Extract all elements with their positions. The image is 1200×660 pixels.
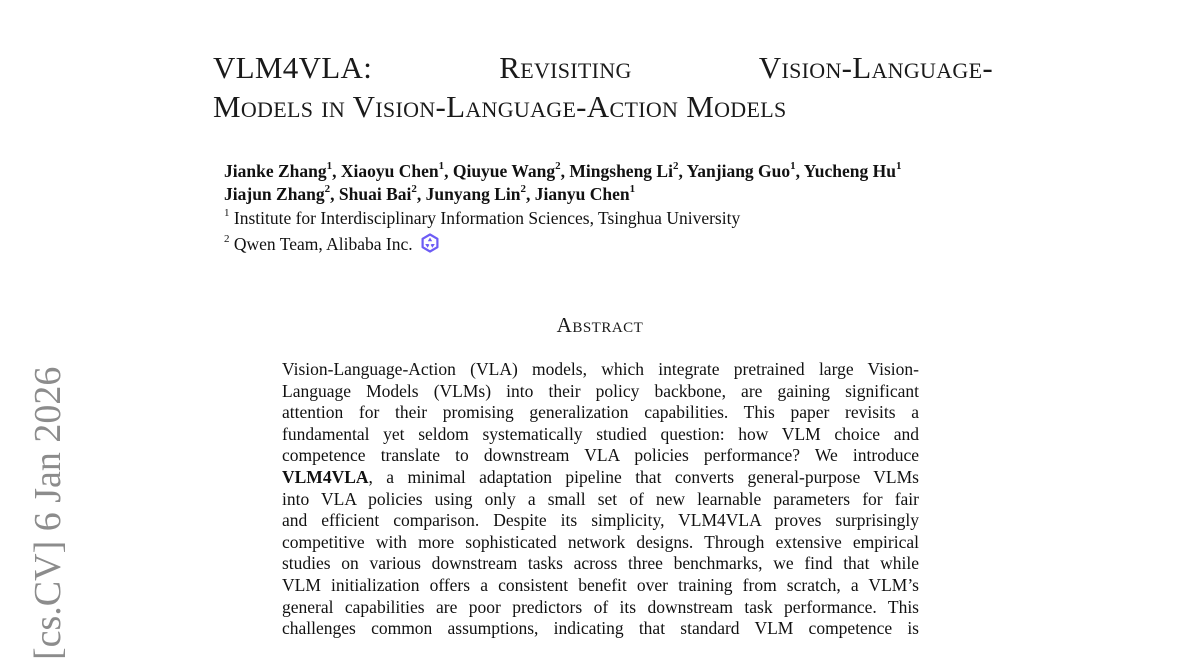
author-name: Yanjiang Guo — [686, 161, 791, 181]
author-line-1: Jianke Zhang$^1$, Xiaoyu Chen$^1$, Qiuyue Wang$^2$, Mingsheng Li$^2$, Yanjiang Guo$^1$, Yucheng Hu$^1$ — [224, 160, 902, 181]
author-name: Mingsheng Li — [569, 161, 673, 181]
title-word: Vision-Language- — [758, 50, 993, 85]
abstract-line: fundamental yet seldom systematically studied question: how VLM choice and — [282, 423, 919, 444]
abstract-line: challenges common assumptions, indicating that standard VLM competence is — [282, 618, 919, 639]
title-word: VLM4VLA: — [213, 50, 373, 85]
author-affiliation-marker: 2 — [520, 183, 526, 196]
affiliation-2 — [224, 233, 440, 255]
author-name: Xiaoyu Chen — [340, 161, 439, 181]
abstract-line: VLM initialization offers a consistent benefit over training from scratch, a VLM’s — [282, 574, 919, 595]
abstract-line: into VLA policies using only a small set of new learnable parameters for fair — [282, 488, 919, 509]
author-name: Jianke Zhang — [224, 161, 327, 181]
abstract-line: studies on various downstream tasks across three benchmarks, we find that while — [282, 553, 919, 574]
author-affiliation-marker: 2 — [411, 183, 417, 196]
author-affiliation-marker: 2 — [324, 183, 331, 196]
title-line-2: Models in Vision-Language-Action Models — [213, 89, 787, 124]
author-affiliation-marker: 1 — [326, 160, 333, 173]
title-word: Revisiting — [499, 50, 632, 85]
author-affiliation-marker: 2 — [672, 160, 679, 173]
abstract-line: competence translate to downstream VLA policies performance? We introduce — [282, 445, 919, 466]
author-affiliation-marker: 1 — [790, 160, 796, 173]
affiliation-text: Qwen Team, Alibaba Inc. — [233, 234, 413, 254]
abstract-line: Language Models (VLMs) into their policy backbone, are gaining significant — [282, 380, 919, 401]
affiliation-text: Institute for Interdisciplinary Information Sciences, Tsinghua University — [233, 208, 741, 228]
paper-title — [213, 48, 993, 126]
affiliation-marker: 2 — [224, 233, 230, 246]
author-line-2: Jiajun Zhang$^2$, Shuai Bai$^2$, Junyang Lin$^2$, Jianyu Chen$^1$ — [224, 183, 636, 204]
abstract-line: attention for their promising generalization capabilities. This paper revisits a — [282, 402, 919, 423]
abstract-line: competitive with more sophisticated network designs. Through extensive empirical — [282, 531, 919, 552]
author-name: Qiuyue Wang — [452, 161, 556, 181]
abstract-line: general capabilities are poor predictors of its downstream task performance. This — [282, 596, 919, 617]
method-name: VLM4VLA — [282, 466, 369, 487]
abstract-line: and efficient comparison. Despite its simplicity, VLM4VLA proves surprisingly — [282, 510, 919, 531]
title-line-1 — [213, 48, 993, 87]
affiliation-1 — [224, 207, 740, 229]
abstract-line: Vision-Language-Action (VLA) models, which integrate pretrained large Vision- — [282, 359, 919, 379]
affiliation-marker: 1 — [224, 207, 230, 220]
author-name: Yucheng Hu — [803, 161, 896, 181]
author-affiliation-marker: 1 — [896, 160, 902, 173]
arxiv-identifier-stamp: [cs.CV] 6 Jan 2026 — [27, 366, 69, 660]
abstract-line: VLM4VLA, a minimal adaptation pipeline that converts general-purpose VLMs — [282, 466, 919, 487]
author-name: Junyang Lin — [425, 184, 521, 204]
author-affiliation-marker: 1 — [438, 160, 445, 173]
author-affiliation-marker: 1 — [629, 183, 636, 196]
author-name: Shuai Bai — [338, 184, 412, 204]
qwen-logo-icon — [420, 233, 440, 253]
abstract-heading: Abstract — [556, 313, 644, 337]
author-name: Jianyu Chen — [534, 184, 630, 204]
author-affiliation-marker: 2 — [555, 160, 561, 173]
abstract-body — [282, 359, 919, 640]
author-list — [224, 160, 902, 206]
author-name: Jiajun Zhang — [224, 184, 325, 204]
